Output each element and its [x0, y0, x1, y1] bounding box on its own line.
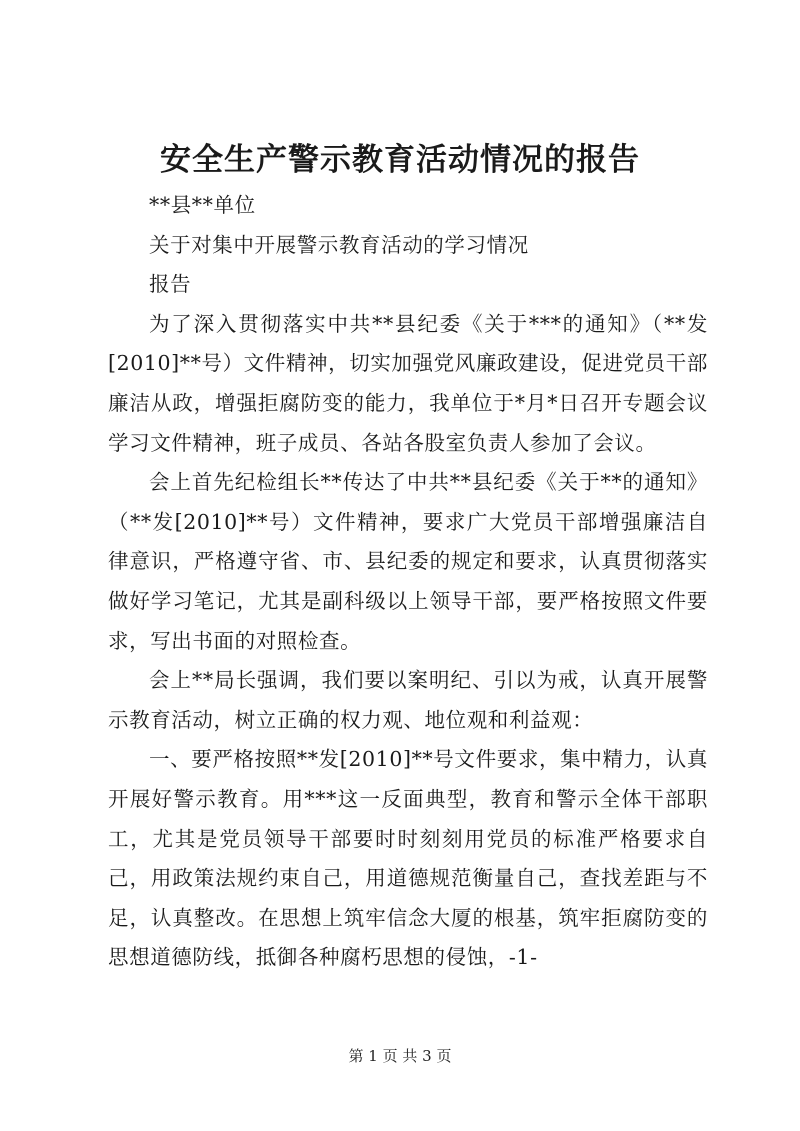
paragraph: 会上**局长强调，我们要以案明纪、引以为戒，认真开展警示教育活动，树立正确的权力观、地位观和利益观：: [108, 668, 708, 732]
document-body: [108, 186, 708, 978]
paragraph: 会上首先纪检组长**传达了中共**县纪委《关于**的通知》（**发[2010]**号）文件精神，要求广大党员干部增强廉洁自律意识，严格遵守省、市、县纪委的规定和要求，认真贯彻落实做好学习笔记，尤其是副科级以上领导干部，要严格按照文件要求，写出书面的对照检查。: [108, 470, 708, 653]
heading-line-report: 报告: [149, 272, 192, 297]
paragraph: 一、要严格按照**发[2010]**号文件要求，集中精力，认真开展好警示教育。用***这一反面典型，教育和警示全体干部职工，尤其是党员领导干部要时时刻刻用党员的标准严格要求自己，用政策法规约束自己，用道德规范衡量自己，查找差距与不足，认真整改。在思想上筑牢信念大厦的根基，筑牢拒腐防变的思想道德防线，抵御各种腐朽思想的侵蚀，-1-: [108, 747, 708, 970]
heading-line-unit: **县**单位: [149, 193, 256, 217]
paragraph: 为了深入贯彻落实中共**县纪委《关于***的通知》（**发[2010]**号）文件精神，切实加强党风廉政建设，促进党员干部廉洁从政，增强拒腐防变的能力，我单位于*月*日召开专题会议学习文件精神，班子成员、各站各股室负责人参加了会议。: [108, 311, 708, 455]
document-title: 安全生产警示教育活动情况的报告: [160, 142, 640, 178]
heading-line-subject: 关于对集中开展警示教育活动的学习情况: [149, 232, 529, 257]
page-number-footer: 第 1 页 共 3 页: [348, 1047, 452, 1065]
